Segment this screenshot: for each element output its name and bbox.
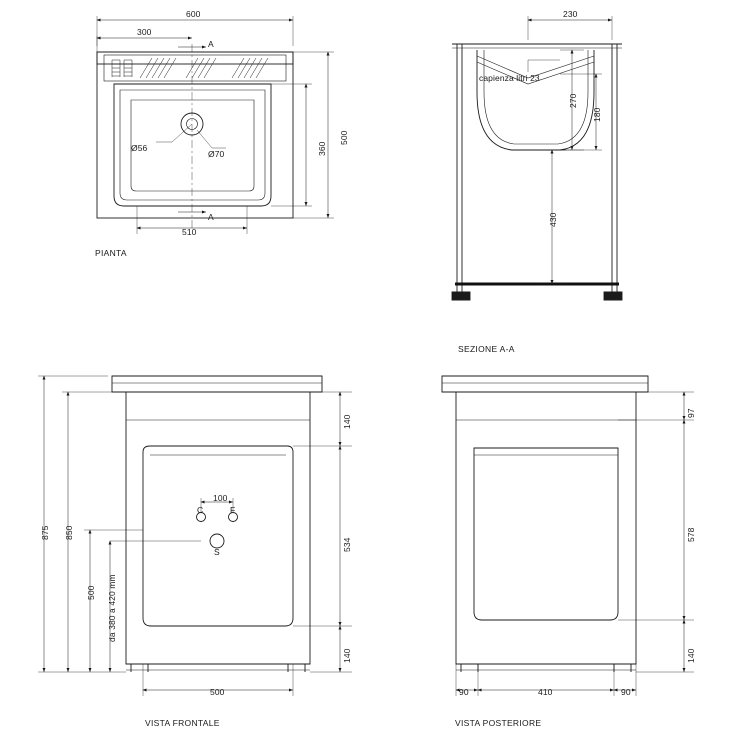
rear-dim-97: 97 [686, 408, 696, 418]
rear-dim-90-left: 90 [459, 687, 469, 697]
front-dim-100: 100 [213, 493, 228, 503]
front-view-geometry [38, 376, 352, 696]
section-view-title: SEZIONE A-A [458, 344, 515, 354]
front-dim-500-height: 500 [86, 585, 96, 600]
front-dim-adjust-note: da 380 a 420 mm [107, 574, 117, 642]
plan-dim-510: 510 [182, 227, 197, 237]
rear-dim-410: 410 [538, 687, 553, 697]
section-capacity-note: capienza litri 23 [479, 73, 540, 83]
section-dim-430: 430 [548, 212, 558, 227]
rear-dim-140: 140 [686, 648, 696, 663]
plan-dim-d56: Ø56 [131, 143, 148, 153]
front-dim-534: 534 [342, 537, 352, 552]
rear-dim-578: 578 [686, 527, 696, 542]
plan-dim-300: 300 [137, 27, 152, 37]
front-spout-label-s: S [214, 547, 220, 557]
front-dim-140-top: 140 [342, 414, 352, 429]
front-dim-850: 850 [64, 525, 74, 540]
section-dim-270: 270 [568, 93, 578, 108]
plan-view-geometry [97, 16, 334, 234]
front-dim-875: 875 [40, 525, 50, 540]
front-dim-140-bottom: 140 [342, 648, 352, 663]
section-dim-180: 180 [592, 107, 602, 122]
plan-dim-600: 600 [186, 9, 201, 19]
front-dim-500-width: 500 [210, 687, 225, 697]
section-view-geometry [452, 16, 622, 300]
plan-dim-d70: Ø70 [208, 149, 225, 159]
plan-section-mark-bottom: A [208, 212, 214, 222]
section-dim-230: 230 [563, 9, 578, 19]
plan-section-mark-top: A [208, 39, 214, 49]
plan-dim-360: 360 [317, 141, 327, 156]
front-view-title: VISTA FRONTALE [145, 718, 220, 728]
rear-dim-90-right: 90 [621, 687, 631, 697]
front-tap-label-f: F [230, 505, 236, 515]
rear-view-geometry [442, 376, 694, 696]
plan-view-title: PIANTA [95, 248, 127, 258]
front-tap-label-c: C [197, 505, 204, 515]
plan-dim-500: 500 [339, 130, 349, 145]
rear-view-title: VISTA POSTERIORE [455, 718, 542, 728]
